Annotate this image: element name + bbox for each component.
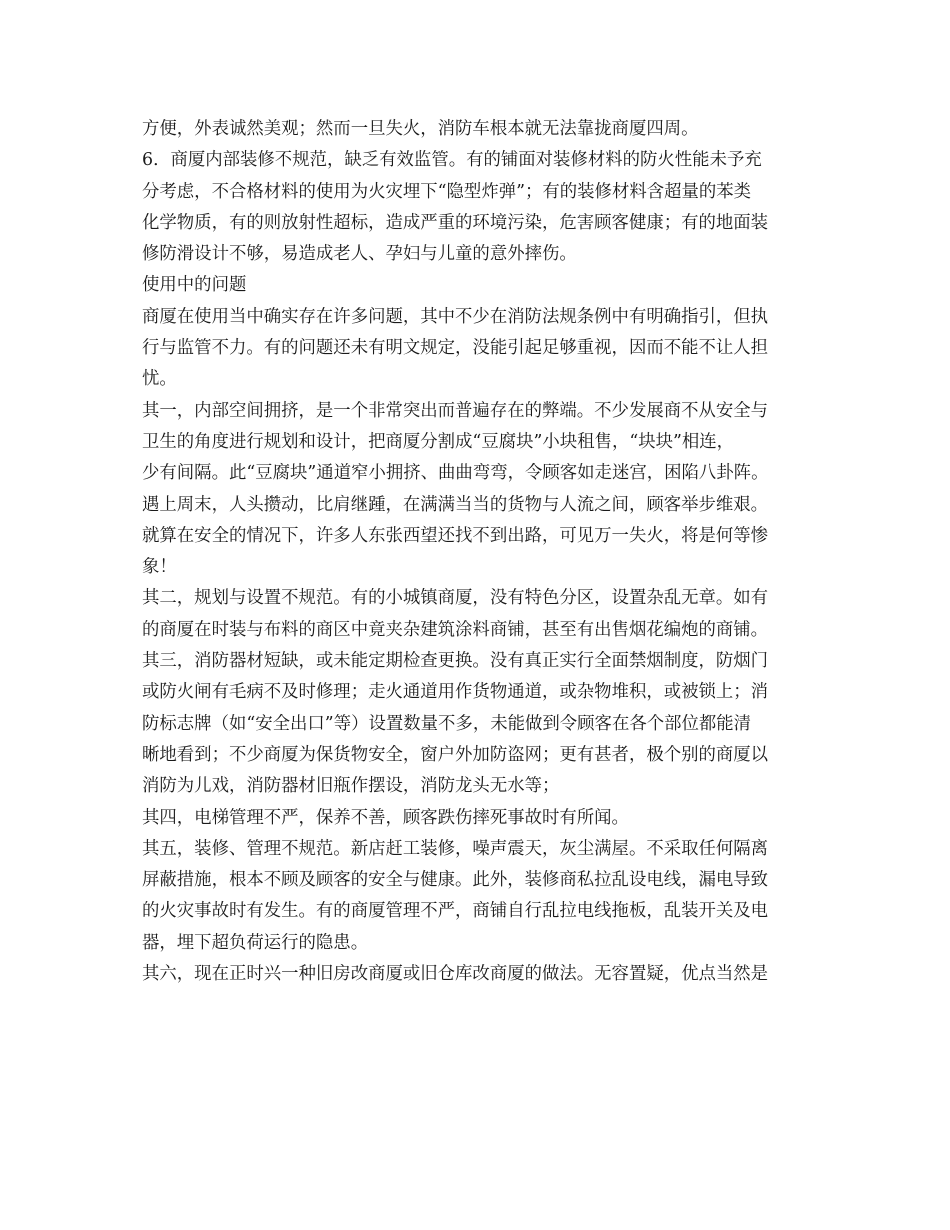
- body-text: [142, 114, 822, 990]
- text-line: 卫生的角度进行规划和设计，把商厦分割成“豆腐块”小块租售，“块块”相连，: [142, 431, 735, 452]
- text-line: 少有间隔。此“豆腐块”通道窄小拥挤、曲曲弯弯，令顾客如走迷宫，困陷八卦阵。: [142, 463, 769, 484]
- text-line: 其二，规划与设置不规范。有的小城镇商厦，没有特色分区，设置杂乱无章。如有: [142, 588, 769, 609]
- text-line: 消防为儿戏，消防器材旧瓶作摆设，消防龙头无水等；: [142, 776, 560, 797]
- text-line: 遇上周末，人头攒动，比肩继踵，在满满当当的货物与人流之间，顾客举步维艰。: [142, 494, 769, 515]
- text-line: 商厦在使用当中确实存在许多问题，其中不少在消防法规条例中有明确指引，但执: [142, 306, 769, 327]
- text-line: 方便，外表诚然美观；然而一旦失火，消防车根本就无法靠拢商厦四周。: [142, 119, 699, 139]
- text-line: 器，埋下超负荷运行的隐患。: [142, 932, 369, 953]
- text-line: 其一，内部空间拥挤，是一个非常突出而普遍存在的弊端。不少发展商不从安全与: [142, 400, 769, 421]
- text-line: 其五，装修、管理不规范。新店赶工装修，噪声震天，灰尘满屋。不采取任何隔离: [142, 838, 769, 859]
- text-line: 行与监管不力。有的问题还未有明文规定，没能引起足够重视，因而不能不让人担: [142, 338, 769, 359]
- text-line: 屏蔽措施，根本不顾及顾客的安全与健康。此外，装修商私拉乱设电线，漏电导致: [142, 870, 769, 891]
- text-line: 其三，消防器材短缺，或未能定期检查更换。没有真正实行全面禁烟制度，防烟门: [142, 651, 769, 672]
- text-line: 忧。: [142, 369, 177, 390]
- section-heading: 使用中的问题: [142, 275, 247, 296]
- text-line: 就算在安全的情况下，许多人东张西望还找不到出路，可见万一失火，将是何等惨: [142, 525, 769, 546]
- text-line: 或防火闸有毛病不及时修理；走火通道用作货物通道，或杂物堆积，或被锁上；消: [142, 682, 769, 703]
- text-line: 的商厦在时装与布料的商区中竟夹杂建筑涂料商铺，甚至有出售烟花编炮的商铺。: [142, 619, 769, 640]
- text-line: 修防滑设计不够，易造成老人、孕妇与儿童的意外摔伤。: [142, 244, 577, 265]
- text-line: 6．商厦内部装修不规范，缺乏有效监管。有的铺面对装修材料的防火性能未予充: [142, 150, 762, 171]
- text-line: 其六，现在正时兴一种旧房改商厦或旧仓库改商厦的做法。无容置疑，优点当然是: [142, 964, 769, 985]
- text-line: 其四，电梯管理不严，保养不善，顾客跌伤摔死事故时有所闻。: [142, 807, 629, 828]
- text-line: 的火灾事故时有发生。有的商厦管理不严，商铺自行乱拉电线拖板，乱装开关及电: [142, 901, 769, 922]
- text-line: 晰地看到；不少商厦为保货物安全，窗户外加防盗网；更有甚者，极个别的商厦以: [142, 744, 769, 765]
- text-line: 分考虑，不合格材料的使用为火灾埋下“隐型炸弹”；有的装修材料含超量的苯类: [142, 181, 752, 202]
- text-line: 象！: [142, 557, 177, 578]
- text-line: 化学物质，有的则放射性超标，造成严重的环境污染，危害顾客健康；有的地面装: [142, 212, 769, 233]
- text-line: 防标志牌（如“安全出口”等）设置数量不多，未能做到令顾客在各个部位都能清: [142, 713, 752, 734]
